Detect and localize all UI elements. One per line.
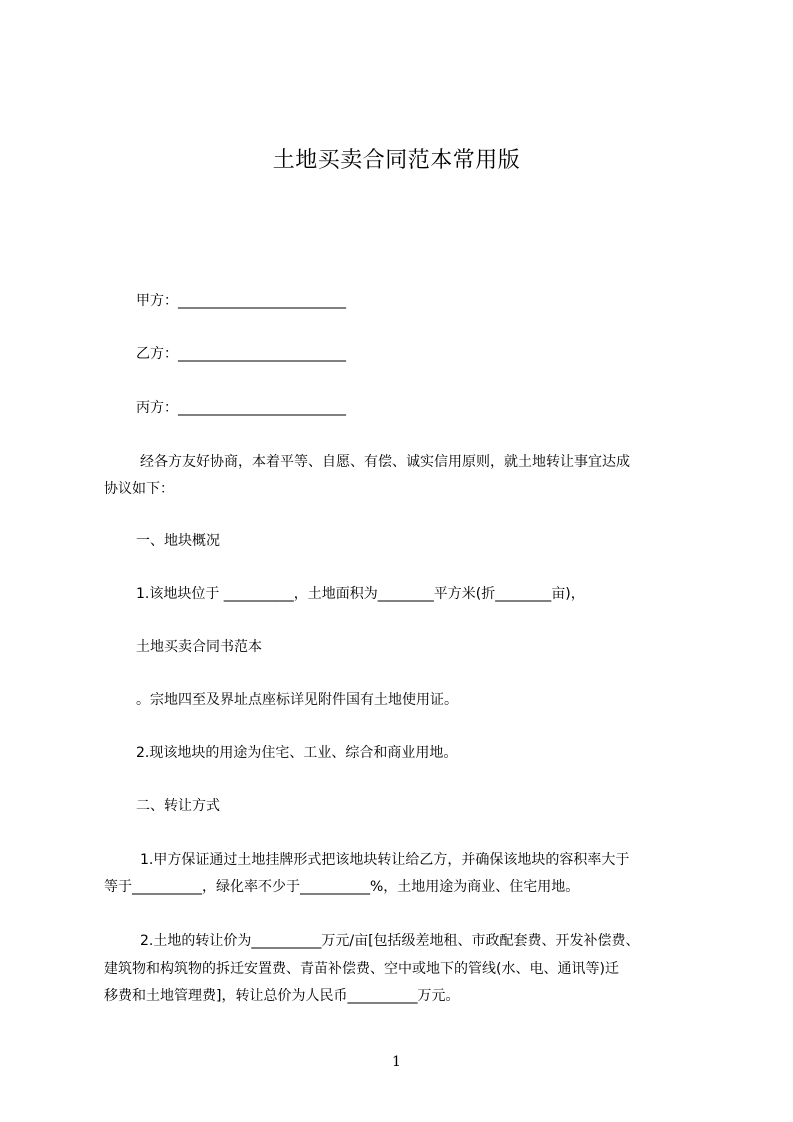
party-a-line: 甲方：________________________ xyxy=(136,293,346,309)
section-1-subtitle: 土地买卖合同书范本 xyxy=(136,639,262,655)
intro-paragraph-line-1: 经各方友好协商，本着平等、自愿、有偿、诚实信用原则，就土地转让事宜达成 xyxy=(140,454,630,470)
section-1-item-1-continued: 。宗地四至及界址点座标详见附件国有土地使用证。 xyxy=(136,692,458,708)
page-number: 1 xyxy=(392,1054,401,1070)
intro-paragraph-line-2: 协议如下： xyxy=(104,481,174,497)
party-c-line: 丙方：________________________ xyxy=(136,400,346,416)
section-1-heading: 一、地块概况 xyxy=(136,533,220,549)
section-2-heading: 二、转让方式 xyxy=(136,798,220,814)
section-2-item-2-line-3: 移费和土地管理费]，转让总价为人民币__________万元。 xyxy=(104,988,460,1004)
document-title: 土地买卖合同范本常用版 xyxy=(272,148,521,173)
section-2-item-1-line-2: 等于__________，绿化率不少于__________%，土地用途为商业、住宅用地。 xyxy=(104,879,580,895)
section-2-item-2-line-1: 2.土地的转让价为__________万元/亩[包括级差地租、市政配套费、开发补偿费、 xyxy=(140,933,640,949)
section-1-item-2: 2.现该地块的用途为住宅、工业、综合和商业用地。 xyxy=(136,745,458,761)
section-2-item-2-line-2: 建筑物和构筑物的拆迁安置费、青苗补偿费、空中或地下的管线(水、电、通讯等)迁 xyxy=(104,961,619,977)
section-1-item-1: 1.该地块位于 __________，土地面积为________平方米(折________亩)， xyxy=(136,586,585,602)
party-b-line: 乙方：________________________ xyxy=(136,346,346,362)
section-2-item-1-line-1: 1.甲方保证通过土地挂牌形式把该地块转让给乙方，并确保该地块的容积率大于 xyxy=(140,852,630,868)
